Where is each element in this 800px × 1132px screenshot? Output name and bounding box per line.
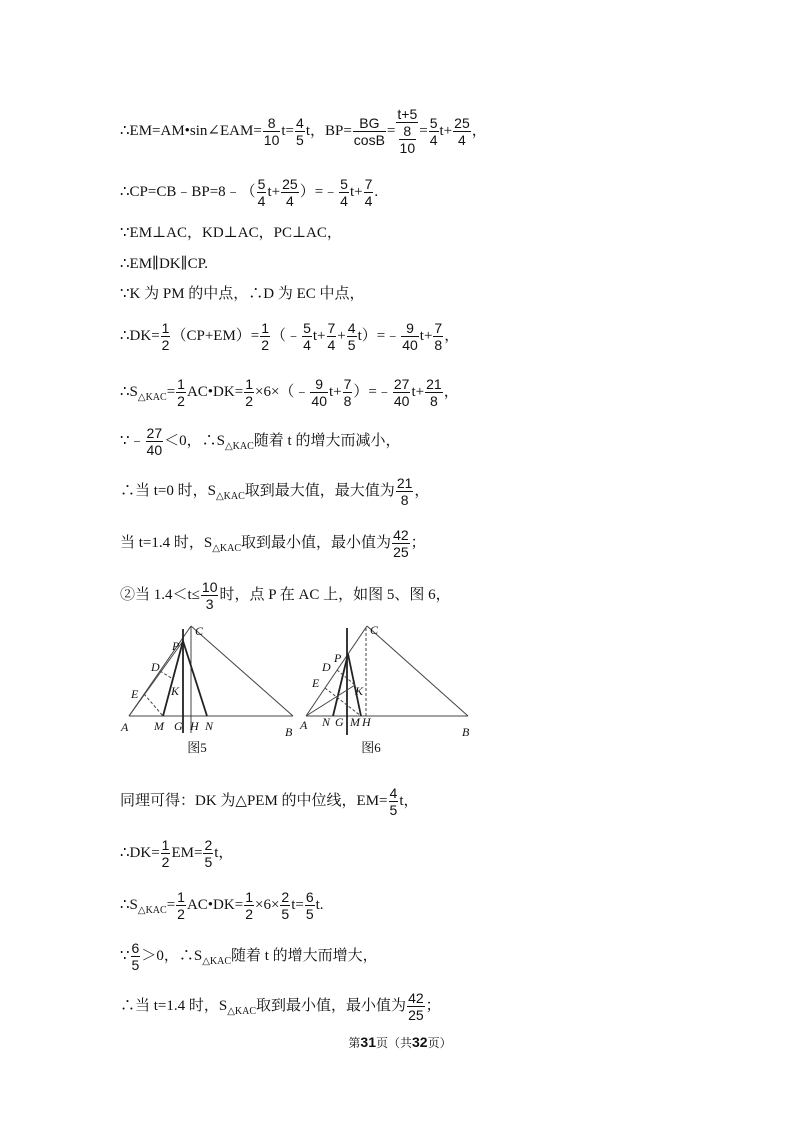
fraction-denominator: 4 <box>364 192 373 209</box>
label-a: A <box>300 718 308 732</box>
fraction-denominator: 5 <box>296 131 304 148</box>
label-e: E <box>131 687 139 701</box>
label-p: P <box>334 651 342 665</box>
fraction-denominator: 2 <box>177 392 185 409</box>
math-text: ∴当 t=1.4 时，S <box>120 998 228 1014</box>
figure-caption: 图5 <box>187 740 207 755</box>
page-footer <box>0 1034 800 1051</box>
math-text: t， <box>399 793 419 809</box>
fraction-numerator: 2 <box>204 836 213 853</box>
math-text: 随着 t 的增大而减小， <box>253 433 401 449</box>
fraction-numerator: 2 <box>281 888 290 905</box>
math-text: 取到最小值，最小值为 <box>256 998 407 1014</box>
math-text: ∴S <box>120 897 138 913</box>
math-text: = <box>166 897 176 913</box>
subscript: △KAC <box>212 542 242 554</box>
fraction-numerator: 9 <box>310 376 328 393</box>
geometry-figures <box>115 615 495 765</box>
math-text: t= <box>281 123 295 139</box>
label-d: D <box>322 660 331 674</box>
fraction-denominator: 4 <box>340 192 348 209</box>
fraction-numerator: 7 <box>434 319 443 336</box>
math-text: ∴EM∥DK∥CP. <box>120 256 209 272</box>
fraction-numerator: 21 <box>396 474 413 491</box>
fraction-denominator: 5 <box>131 956 140 973</box>
fraction-denominator: 3 <box>205 595 214 612</box>
label-d: D <box>151 660 160 674</box>
fraction-denominator: 8 <box>400 491 409 508</box>
fraction <box>176 376 186 409</box>
fraction <box>393 376 411 409</box>
fraction-numerator: 4 <box>296 114 304 131</box>
math-text: . <box>374 184 379 200</box>
fraction <box>263 115 281 148</box>
label-a: A <box>121 720 129 734</box>
footer-prefix: 第 <box>348 1036 361 1050</box>
fraction-numerator: 42 <box>393 526 409 543</box>
fraction-numerator: 1 <box>261 319 270 336</box>
fraction-numerator: 1 <box>245 888 253 905</box>
fraction-numerator: 42 <box>408 989 424 1006</box>
fraction-denominator: 5 <box>305 905 314 922</box>
solution-line-10 <box>120 513 426 573</box>
fraction-numerator: 5 <box>429 114 438 131</box>
label-k: K <box>355 684 364 698</box>
segment-pn <box>183 641 207 716</box>
solution-line-9 <box>120 461 429 521</box>
fraction-numerator: 7 <box>364 175 373 192</box>
fraction-numerator: 5 <box>340 175 348 192</box>
fraction <box>429 115 439 148</box>
label-c: C <box>370 623 379 637</box>
subscript: △KAC <box>224 440 254 452</box>
math-text: t+ <box>349 184 363 200</box>
math-text: t. <box>315 897 324 913</box>
math-text: ＞0，∴S <box>141 948 203 964</box>
fraction-numerator: 4 <box>389 784 398 801</box>
fraction-denominator: 4 <box>327 336 336 353</box>
fraction-numerator: 25 <box>454 114 470 131</box>
solution-line-13 <box>120 823 233 883</box>
fraction <box>343 376 353 409</box>
label-k: K <box>171 684 180 698</box>
math-text: ∵ <box>120 948 130 964</box>
solution-line-12 <box>120 771 418 831</box>
math-text: ∴DK= <box>120 328 160 344</box>
math-text: ）=﹣ <box>299 184 339 200</box>
figure-5 <box>120 624 293 755</box>
math-text: ×6×（﹣ <box>254 384 310 400</box>
math-text: t+ <box>419 328 433 344</box>
math-text: t+ <box>267 184 281 200</box>
footer-middle: 页（共 <box>375 1036 412 1050</box>
math-text: = <box>419 123 428 139</box>
page-number: 31 <box>360 1034 376 1050</box>
figure-caption: 图6 <box>361 740 381 755</box>
fraction-numerator: 1 <box>161 319 170 336</box>
math-text: ∴S <box>120 384 138 400</box>
fraction <box>347 320 357 353</box>
fraction-denominator: 4 <box>257 192 266 209</box>
side-cb <box>191 626 293 716</box>
fraction <box>327 320 337 353</box>
math-text: ， <box>443 384 459 400</box>
fraction-numerator: 21 <box>426 375 442 392</box>
solution-line-16 <box>120 976 441 1036</box>
fraction <box>280 889 290 922</box>
subscript: △KAC <box>227 1005 257 1017</box>
math-text: （CP+EM）= <box>171 328 260 344</box>
fraction-numerator: t+5 <box>397 106 418 122</box>
fraction-denominator: 40 <box>311 392 327 409</box>
footer-suffix: 页） <box>427 1036 452 1050</box>
fraction-numerator: 27 <box>393 375 410 392</box>
label-n: N <box>322 715 331 729</box>
math-text: ②当 1.4＜t≤ <box>120 587 200 603</box>
math-text: 取到最小值，最小值为 <box>241 535 392 551</box>
page-total: 32 <box>412 1034 428 1050</box>
fraction-numerator: 1 <box>177 375 185 392</box>
math-text: t+ <box>411 384 425 400</box>
fraction-numerator: 7 <box>343 375 352 392</box>
fraction-numerator: 1 <box>161 836 170 853</box>
fraction-numerator: 7 <box>327 319 336 336</box>
solution-line-1 <box>120 101 487 161</box>
solution-line-6 <box>120 306 459 366</box>
label-b: B <box>285 725 293 739</box>
math-text: ∴DK= <box>120 845 160 861</box>
math-text: t+ <box>312 328 326 344</box>
fraction <box>260 320 270 353</box>
math-text: ∴当 t=0 时，S <box>120 483 216 499</box>
fraction <box>201 579 219 612</box>
math-text: ； <box>410 535 426 551</box>
fraction <box>131 940 141 973</box>
fraction-numerator: 6 <box>131 939 140 956</box>
fraction <box>161 837 171 870</box>
fraction <box>310 376 328 409</box>
fraction <box>401 320 419 353</box>
fraction-denominator: 8 <box>343 392 352 409</box>
fraction-numerator: 4 <box>347 319 356 336</box>
fraction <box>433 320 443 353</box>
fraction-denominator: 5 <box>204 853 213 870</box>
fraction-numerator: 25 <box>282 175 298 192</box>
fraction-denominator: 2 <box>261 336 270 353</box>
math-text: ＜0，∴S <box>164 433 225 449</box>
segment-dk <box>160 671 173 679</box>
math-text: ， <box>444 328 460 344</box>
fraction <box>407 990 425 1023</box>
fraction-denominator: cosB <box>353 131 385 148</box>
fraction-numerator: 8 <box>399 123 417 140</box>
math-text: AC•DK= <box>186 384 244 400</box>
fraction-denominator: 5 <box>281 905 290 922</box>
fraction <box>295 115 305 148</box>
label-p: P <box>172 639 180 653</box>
math-text: AC•DK= <box>186 897 244 913</box>
math-text: ∴CP=CB﹣BP=8﹣（ <box>120 184 256 200</box>
fraction <box>203 837 213 870</box>
fraction-denominator <box>396 123 418 156</box>
label-e: E <box>312 676 320 690</box>
math-text: ∵﹣ <box>120 433 145 449</box>
fraction <box>425 376 443 409</box>
fraction <box>399 123 417 156</box>
math-text: ； <box>425 998 441 1014</box>
fraction-denominator: 5 <box>389 801 398 818</box>
fraction-numerator: 1 <box>245 375 253 392</box>
math-text: 时，点 P 在 AC 上，如图 5、图 6， <box>219 587 451 603</box>
math-text: ∵K 为 PM 的中点，∴D 为 EC 中点， <box>120 286 365 302</box>
fraction <box>392 527 410 560</box>
fraction-denominator: 8 <box>434 336 443 353</box>
fraction <box>244 889 254 922</box>
math-text: t）=﹣ <box>357 328 401 344</box>
math-text: EM= <box>171 845 203 861</box>
complex-fraction <box>396 106 418 156</box>
fraction-numerator: 6 <box>305 888 314 905</box>
subscript: △KAC <box>202 955 231 967</box>
fraction-numerator: BG <box>353 115 386 132</box>
fraction-denominator: 40 <box>402 336 418 353</box>
label-g: G <box>335 715 344 729</box>
fraction-denominator: 10 <box>399 140 416 156</box>
fraction <box>453 115 471 148</box>
math-text: ∴EM=AM•sin∠EAM= <box>120 123 262 139</box>
math-text: ， <box>471 123 487 139</box>
fraction-numerator: 9 <box>401 320 419 337</box>
math-text: 取到最大值，最大值为 <box>244 483 395 499</box>
fraction <box>302 320 312 353</box>
fraction-denominator: 25 <box>408 1006 424 1023</box>
fraction-numerator: 27 <box>146 424 163 441</box>
subscript: △KAC <box>137 904 167 916</box>
math-text: ×6× <box>254 897 280 913</box>
fraction <box>305 889 315 922</box>
math-text: ∵EM⊥AC，KD⊥AC，PC⊥AC， <box>120 225 342 241</box>
math-text: 当 t=1.4 时，S <box>120 535 213 551</box>
fraction-denominator: 10 <box>263 131 280 148</box>
math-text: t，BP= <box>305 123 352 139</box>
fraction-denominator: 2 <box>177 905 185 922</box>
subscript: △KAC <box>137 391 167 403</box>
fraction-denominator: 25 <box>393 543 409 560</box>
fraction-denominator: 2 <box>161 336 170 353</box>
fraction <box>364 176 374 209</box>
math-text: t= <box>291 897 304 913</box>
fraction-denominator: 4 <box>458 131 466 148</box>
math-text: 同理可得：DK 为△PEM 的中位线，EM= <box>120 793 388 809</box>
fraction-numerator: 10 <box>201 578 218 595</box>
math-text: t， <box>214 845 234 861</box>
math-text: = <box>166 384 176 400</box>
figure-6 <box>299 623 470 755</box>
fraction-denominator: 2 <box>245 392 253 409</box>
fraction-denominator: 8 <box>430 392 438 409</box>
subscript: △KAC <box>215 490 245 502</box>
math-text: 随着 t 的增大而增大， <box>231 948 378 964</box>
fraction <box>161 320 171 353</box>
math-text: t+ <box>328 384 342 400</box>
fraction-numerator: 5 <box>257 175 266 192</box>
label-h: H <box>190 719 199 733</box>
fraction-denominator: 5 <box>347 336 356 353</box>
fraction-denominator: 4 <box>303 336 311 353</box>
fraction-denominator: 2 <box>245 905 253 922</box>
fraction <box>389 785 399 818</box>
math-text: （﹣ <box>271 328 302 344</box>
fraction <box>244 376 254 409</box>
label-c: C <box>195 624 204 638</box>
fraction-denominator: 40 <box>146 441 163 458</box>
math-text: = <box>386 123 396 139</box>
fraction <box>396 475 414 508</box>
fraction-numerator: 1 <box>177 888 185 905</box>
fraction-denominator: 4 <box>429 131 438 148</box>
side-cb <box>367 626 468 716</box>
segment-em <box>144 694 163 716</box>
math-text: t+ <box>439 123 453 139</box>
label-b: B <box>462 725 470 739</box>
fraction-numerator: 8 <box>263 115 281 132</box>
fraction <box>176 889 186 922</box>
math-text: + <box>337 328 346 344</box>
fraction-numerator: 5 <box>303 319 311 336</box>
label-h: H <box>362 715 371 729</box>
fraction <box>146 425 164 458</box>
math-text: ）=﹣ <box>353 384 392 400</box>
fraction <box>353 115 386 148</box>
label-m: M <box>350 715 360 729</box>
fraction-denominator: 40 <box>393 392 410 409</box>
label-n: N <box>205 719 214 733</box>
math-text: ， <box>414 483 430 499</box>
fraction-denominator: 2 <box>161 853 170 870</box>
label-g: G <box>174 719 183 733</box>
label-m: M <box>154 719 164 733</box>
fraction-denominator: 4 <box>286 192 294 209</box>
